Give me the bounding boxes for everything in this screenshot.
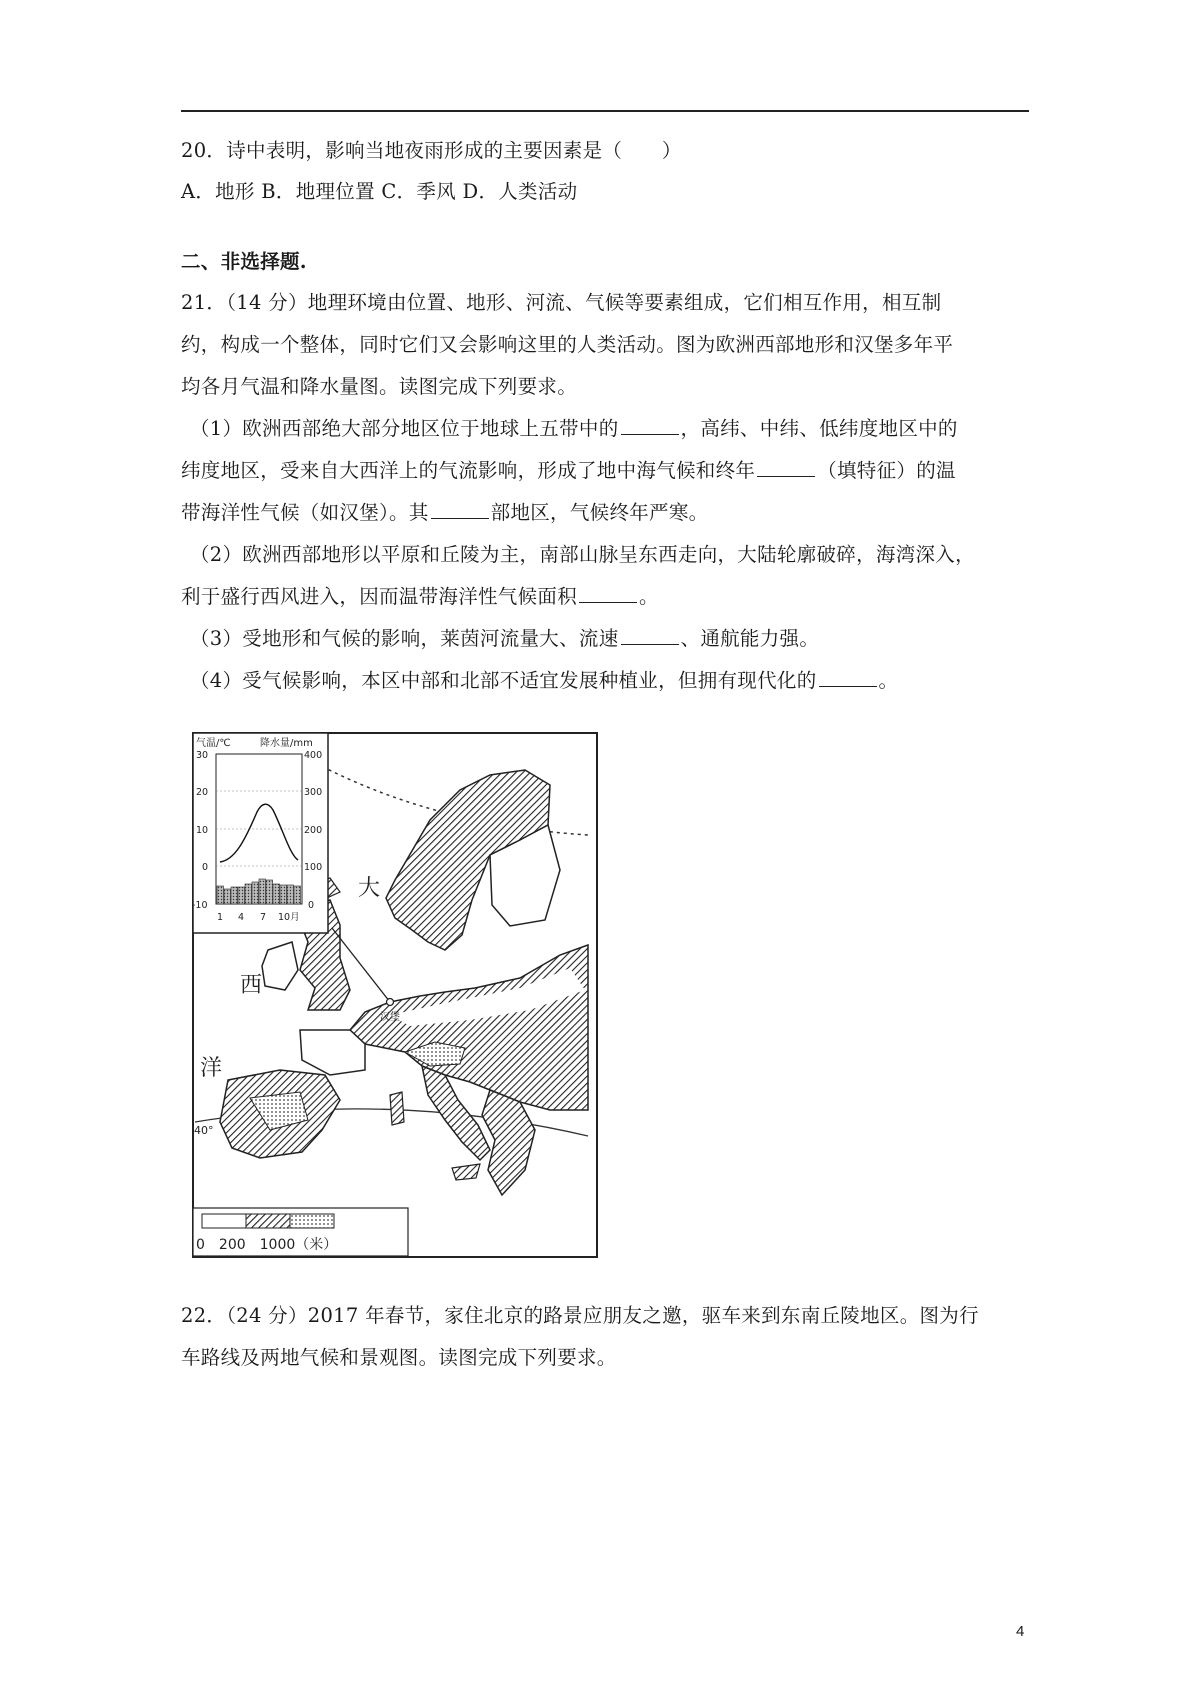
- month-tick: 7: [260, 912, 267, 923]
- answer-blank[interactable]: [621, 416, 679, 435]
- legend-swatch-lowland: [202, 1214, 246, 1228]
- precip-tick: 200: [304, 825, 323, 836]
- hamburg-label: 汉堡: [380, 1012, 400, 1023]
- q21-p3-post: 、通航能力强。: [680, 627, 820, 650]
- q21-p1-line2: [181, 455, 956, 483]
- answer-blank[interactable]: [621, 626, 679, 645]
- map-label-da: 大: [358, 876, 381, 901]
- q21-p2-line1: （2）欧洲西部地形以平原和丘陵为主，南部山脉呈东西走向，大陆轮廓破碎，海湾深入，: [190, 543, 975, 566]
- q22-line1: 22．（24 分）2017 年春节，家住北京的路景应朋友之邀，驱车来到东南丘陵地区。图为行: [181, 1304, 979, 1327]
- q21-p1-line1: [190, 413, 958, 441]
- q21-p1-line3: [181, 497, 708, 525]
- precip-tick: 300: [304, 787, 323, 798]
- hamburg-marker: [387, 999, 394, 1006]
- precip-bar: [231, 887, 238, 904]
- precip-bar: [224, 889, 231, 904]
- q21-p1a-pre: （1）欧洲西部绝大部分地区位于地球上五带中的: [190, 417, 619, 440]
- answer-blank[interactable]: [431, 500, 489, 519]
- q21-line2: 约，构成一个整体，同时它们又会影响这里的人类活动。图为欧洲西部地形和汉堡多年平: [181, 333, 954, 356]
- q21-p3: [190, 623, 819, 651]
- month-tick: 1: [217, 912, 224, 923]
- q21-line3: 均各月气温和降水量图。读图完成下列要求。: [181, 375, 578, 398]
- month-tick: 10月: [278, 912, 300, 923]
- europe-map-figure: [190, 730, 600, 1260]
- legend-swatch-upland: [246, 1214, 290, 1228]
- q21-line1: 21．（14 分）地理环境由位置、地形、河流、气候等要素组成，它们相互作用，相互制: [181, 291, 942, 314]
- q21-p2b-pre: 利于盛行西风进入，因而温带海洋性气候面积: [181, 585, 578, 608]
- precip-bar: [217, 886, 224, 904]
- answer-blank[interactable]: [819, 668, 877, 687]
- q21-p2b-post: 。: [639, 585, 659, 608]
- precip-bar: [287, 885, 294, 904]
- month-tick: 4: [238, 912, 245, 923]
- q21-p1c-post: 部地区，气候终年严寒。: [490, 501, 709, 524]
- precip-axis-label: 降水量/mm: [260, 738, 313, 749]
- answer-blank[interactable]: [757, 458, 815, 477]
- q21-p4-pre: （4）受气候影响，本区中部和北部不适宜发展种植业，但拥有现代化的: [190, 669, 817, 692]
- header-rule: [181, 110, 1029, 112]
- q21-p1b-post: （填特征）的温: [817, 459, 956, 482]
- section-title: 二、非选择题.: [181, 250, 307, 273]
- latitude-label: 40°: [194, 1124, 214, 1137]
- precip-bar: [266, 880, 273, 904]
- map-label-yang: 洋: [200, 1056, 223, 1081]
- precip-bar: [259, 879, 266, 904]
- q21-p4-post: 。: [878, 669, 899, 692]
- answer-blank[interactable]: [579, 584, 637, 603]
- page-number: 4: [1016, 1623, 1025, 1640]
- precip-bar: [280, 885, 287, 904]
- precip-bar: [252, 882, 259, 904]
- temp-tick: 20: [196, 787, 209, 798]
- temp-tick: 0: [202, 862, 209, 873]
- legend-scale: 0 200 1000（米）: [196, 1237, 338, 1253]
- q21-p3-pre: （3）受地形和气候的影响，莱茵河流量大、流速: [190, 627, 619, 650]
- q22-line2: 车路线及两地气候和景观图。读图完成下列要求。: [181, 1346, 617, 1369]
- temp-axis-label: 气温/℃: [196, 738, 231, 749]
- q21-p1b-pre: 纬度地区，受来自大西洋上的气流影响，形成了地中海气候和终年: [181, 459, 756, 482]
- q21-p2-line2: [181, 581, 659, 609]
- q21-p4: [190, 665, 898, 693]
- precip-bar: [273, 884, 280, 904]
- temp-tick: 30: [196, 750, 209, 761]
- precip-bar: [245, 884, 252, 904]
- legend-swatch-highland: [290, 1214, 334, 1228]
- precip-bar: [294, 886, 301, 904]
- q20-stem: 20．诗中表明，影响当地夜雨形成的主要因素是（ ）: [181, 139, 682, 162]
- sardinia-island: [390, 1092, 404, 1125]
- temp-tick: -10: [192, 900, 208, 911]
- q20-options: A．地形 B．地理位置 C．季风 D．人类活动: [181, 180, 578, 203]
- precip-tick: 0: [308, 900, 315, 911]
- precip-bar: [238, 887, 245, 904]
- map-label-xi: 西: [240, 973, 263, 998]
- q21-p1a-post: ，高纬、中纬、低纬度地区中的: [680, 417, 958, 440]
- precip-tick: 100: [304, 862, 323, 873]
- precip-tick: 400: [304, 750, 323, 761]
- temp-tick: 10: [196, 825, 209, 836]
- q21-p1c-pre: 带海洋性气候（如汉堡）。其: [181, 501, 429, 524]
